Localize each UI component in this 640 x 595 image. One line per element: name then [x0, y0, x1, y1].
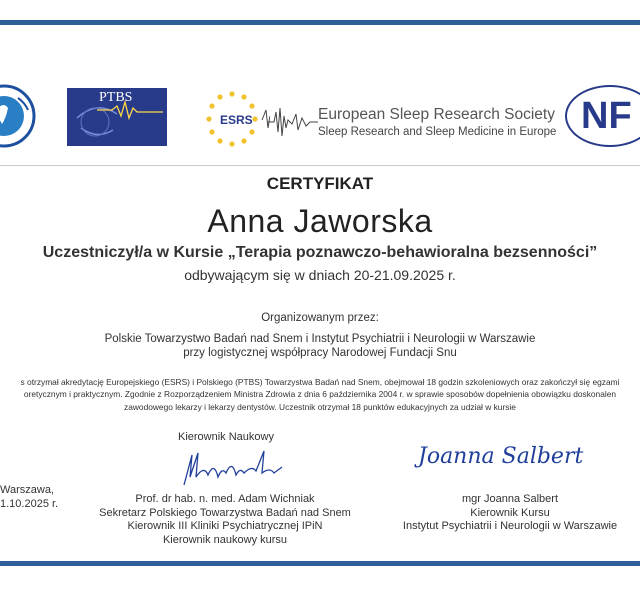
accreditation-line-2: oretycznym i praktycznym. Zgodnie z Rozporządzeniem Ministra Zdrowia z dnia 6 października 2004 r. w sprawie sposobów dopełnienia obowiązku doskonalen [23, 389, 617, 399]
nfs-logo [565, 85, 640, 147]
left-signatory-line-1: Sekretarz Polskiego Towarzystwa Badań nad Snem [99, 506, 351, 519]
accreditation-line-3: zawodowego lekarzy i lekarzy dentystów. Uczestnik otrzymał 18 punktów edukacyjnych za udział w kursie [124, 402, 516, 412]
esrs-tagline: Sleep Research and Sleep Medicine in Europe [318, 126, 557, 138]
wichniak-signature [178, 447, 288, 491]
bottom-accent-bar [0, 561, 640, 566]
date-line: 1.10.2025 r. [0, 498, 59, 510]
esrs-name: European Sleep Research Society [318, 106, 555, 123]
certificate-heading: CERTYFIKAT [266, 174, 374, 193]
right-signatory-line-2: Instytut Psychiatrii i Neurologii w Warszawie [402, 520, 618, 532]
esrs-abbr: ESRS [220, 113, 253, 127]
course-title: Uczestniczył/a w Kursie „Terapia poznawczo-behawioralna bezsenności” [42, 244, 598, 261]
esrs-logo [200, 88, 557, 150]
header-divider [0, 165, 640, 166]
organizers-line-2: przy logistycznej współpracy Narodowej Fundacji Snu [183, 347, 457, 359]
sleep-wave-icon [268, 102, 318, 142]
left-signatory-block [90, 493, 360, 547]
institute-logo [0, 80, 36, 152]
accreditation-line-1: s otrzymał akredytację Europejskiego (ESRS) i Polskiego (PTBS) Towarzystwa Badań nad Snem, obejmował 18 godzin szkoleniowych oraz zakończył się egzami [20, 377, 620, 387]
top-accent-bar [0, 20, 640, 25]
left-signatory-name: Prof. dr hab. n. med. Adam Wichniak [135, 493, 315, 505]
left-signatory-line-2: Kierownik III Kliniki Psychiatrycznej IPiN [127, 520, 323, 532]
course-dates: odbywającym się w dniach 20-21.09.2025 r. [184, 267, 456, 283]
organizers-label: Organizowanym przez: [261, 312, 379, 324]
recipient-name: Anna Jaworska [207, 203, 433, 239]
left-signatory-line-3: Kierownik naukowy kursu [162, 533, 288, 546]
institute-seal-icon [0, 80, 36, 152]
right-signatory-block [380, 493, 640, 534]
right-signatory-line-1: Kierownik Kursu [470, 506, 550, 519]
ptbs-logo [67, 88, 167, 146]
nfs-logo-text: NF [581, 95, 632, 137]
place-line: Warszawa, [0, 484, 54, 496]
right-signatory-name: mgr Joanna Salbert [462, 493, 558, 505]
ptbs-logo-text: PTBS [99, 90, 133, 105]
organizers-line-1: Polskie Towarzystwo Badań nad Snem i Instytut Psychiatrii i Neurologii w Warszawie [104, 333, 536, 345]
scientific-director-label: Kierownik Naukowy [178, 431, 274, 443]
salbert-signature: Joanna Salbert [418, 444, 584, 469]
